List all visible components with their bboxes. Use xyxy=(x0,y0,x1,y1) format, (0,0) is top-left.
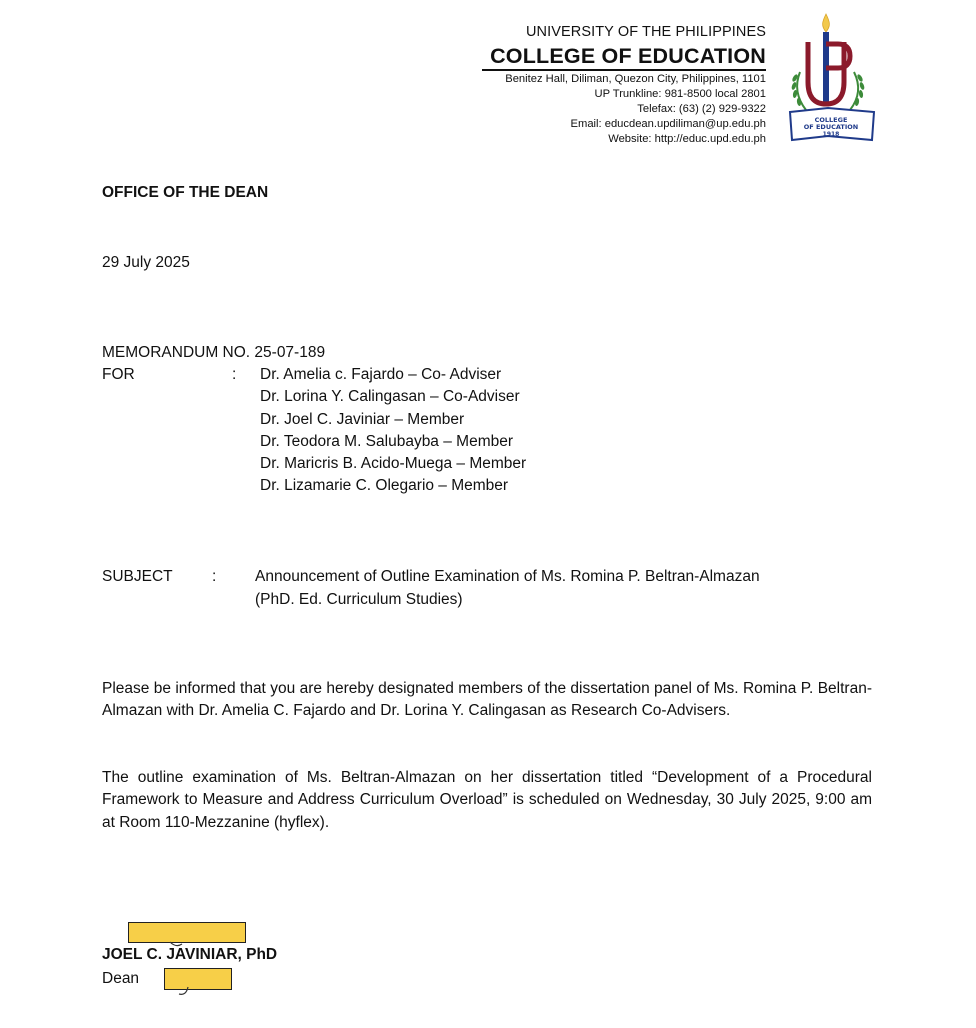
recipient-item: Dr. Amelia c. Fajardo – Co- Adviser xyxy=(260,366,502,383)
signatory-title: Dean xyxy=(102,970,140,987)
trunkline-line: UP Trunkline: 981-8500 local 2801 xyxy=(594,88,766,100)
memo-date: 29 July 2025 xyxy=(102,254,190,271)
for-colon: : xyxy=(232,366,237,383)
telefax-line: Telefax: (63) (2) 929-9322 xyxy=(637,103,766,115)
recipient-list xyxy=(260,364,526,498)
office-heading: OFFICE OF THE DEAN xyxy=(102,184,269,201)
body-paragraph-1: Please be informed that you are hereby designated members of the dissertation panel of Ms. Romina P. Beltran-Almazan with Dr. Amelia C. Fajardo and Dr. Lorina Y. Calingasan as Research Co-Advisers. xyxy=(102,680,872,720)
website-line: Website: http://educ.upd.edu.ph xyxy=(608,133,766,145)
recipient-item: Dr. Teodora M. Salubayba – Member xyxy=(260,432,514,450)
college-name-underline xyxy=(482,69,766,71)
logo-text-of-education: OF EDUCATION xyxy=(803,123,859,131)
recipient-item: Dr. Lizamarie C. Olegario – Member xyxy=(260,477,509,495)
logo-text-college: COLLEGE xyxy=(814,116,848,124)
college-name: COLLEGE OF EDUCATION xyxy=(490,44,766,68)
email-line: Email: educdean.updiliman@up.edu.ph xyxy=(570,118,766,130)
memorandum-number: MEMORANDUM NO. 25-07-189 xyxy=(102,344,326,361)
recipient-item: Dr. Maricris B. Acido-Muega – Member xyxy=(260,455,527,473)
initials-stroke xyxy=(176,986,196,998)
logo-text-year: 1918 xyxy=(822,131,840,138)
initials-redaction xyxy=(164,968,232,990)
signatory-name: JOEL C. JAVINIAR, PhD xyxy=(102,946,278,963)
recipient-item: Dr. Joel C. Javiniar – Member xyxy=(260,410,465,428)
for-label: FOR xyxy=(102,366,135,383)
subject-line-2: (PhD. Ed. Curriculum Studies) xyxy=(255,591,463,608)
subject-text xyxy=(255,566,760,612)
subject-colon: : xyxy=(212,568,217,585)
university-name: UNIVERSITY OF THE PHILIPPINES xyxy=(525,24,766,40)
recipient-item: Dr. Lorina Y. Calingasan – Co-Adviser xyxy=(260,388,520,406)
subject-line-1: Announcement of Outline Examination of Ms. Romina P. Beltran-Almazan xyxy=(255,568,760,585)
body-paragraph-2: The outline examination of Ms. Beltran-Almazan on her dissertation titled “Development of a Procedural Framework to Measure and Address Curriculum Overload” is scheduled on Wednesday, 30 July 2025, 9:00 am at Room 110-Mezzanine (hyflex). xyxy=(102,769,872,831)
subject-label: SUBJECT xyxy=(102,568,173,585)
college-seal-logo xyxy=(786,12,878,144)
address-line: Benitez Hall, Diliman, Quezon City, Philippines, 1101 xyxy=(505,73,766,85)
